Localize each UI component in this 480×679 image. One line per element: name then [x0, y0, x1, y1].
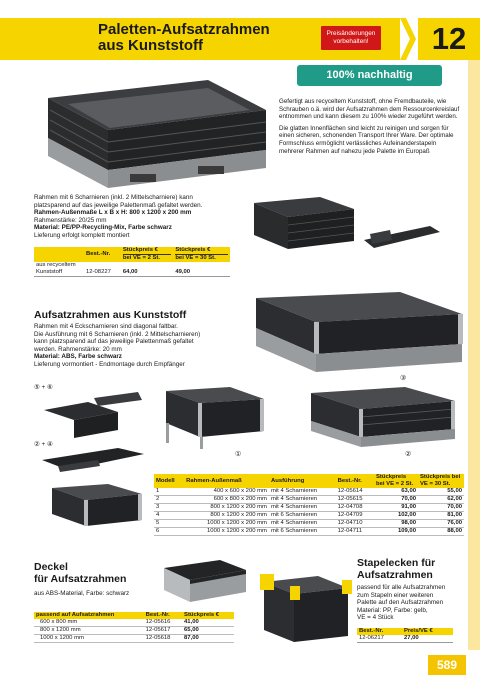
table-body [34, 619, 234, 643]
table-row [154, 488, 464, 496]
table-row [34, 627, 234, 635]
col-header: passend auf Aufsatzrahmen [36, 612, 115, 618]
col-header-line: Stückpreis € [122, 247, 158, 253]
table-header [34, 612, 234, 619]
stacking-corner-photo [258, 572, 353, 650]
table-header [357, 628, 453, 635]
table-cell: 400 x 600 x 200 mm [213, 488, 267, 494]
table-cell: 800 x 1200 mm [40, 627, 81, 633]
spec-line: Material: PP, Farbe: gelb, [357, 606, 428, 614]
table-row [154, 496, 464, 504]
spec-line: kann platzsparend auf das jeweilige Palettenmaß gefaltet [34, 338, 194, 345]
col-header: Stückpreis bei VE = 30 St. [420, 474, 461, 487]
page-title [98, 22, 270, 54]
col-header: Best.-Nr. [337, 477, 362, 484]
col-header: Best.-Nr. [86, 251, 111, 257]
folding-step-photo [38, 390, 148, 440]
callout-2: ② [405, 451, 412, 458]
table-row [154, 504, 464, 512]
title-line: für Aufsatzrahmen [34, 573, 127, 585]
table-cell: 81,00 [447, 512, 462, 518]
spec-line: Rahmenstärke: 20/25 mm [34, 216, 107, 224]
table-cell: 1000 x 1200 x 200 mm [207, 528, 267, 534]
section-title-deckel [34, 561, 126, 585]
col-header: Preis/VE € [403, 628, 433, 634]
col-header [121, 247, 173, 262]
table-cell: 5 [156, 520, 160, 526]
col-header: Ausführung [270, 477, 305, 484]
row-label: Kunststoff [36, 269, 63, 275]
table-cell: 12-04709 [337, 512, 363, 518]
chapter-number: 12 [418, 18, 480, 60]
table-body [154, 488, 464, 536]
callout-3: ③ [400, 375, 407, 382]
section-title-stapel [357, 557, 435, 581]
callout-1: ① [235, 451, 242, 458]
table-header [34, 247, 230, 262]
col-header-line: bei VE = 30 St. [175, 254, 228, 262]
table-cell: 12-04710 [337, 520, 363, 526]
row-label: aus recyceltem [36, 262, 76, 268]
table-row [154, 520, 464, 528]
table-cell: 800 x 1200 x 200 mm [210, 504, 267, 510]
abs-frame-assembled-photo [48, 480, 148, 532]
spec-delivery: Lieferung vormontiert - Endmontage durch Empfänger [34, 360, 185, 368]
price-notice-badge [321, 26, 381, 50]
folded-flat-photo [38, 446, 148, 474]
spec-line: Palette auf den Aufsatzrahmen [357, 599, 444, 606]
table-cell: 12-06217 [359, 635, 384, 641]
table-cell: 12-05614 [337, 488, 363, 494]
abs-specs [34, 323, 249, 368]
table-cell: 63,00 [401, 488, 416, 494]
side-strip [468, 60, 480, 650]
table-cell: mit 4 Scharnieren [270, 496, 318, 502]
spec-material: Material: PE/PP-Recycling-Mix, Farbe schwarz [34, 224, 172, 231]
intro-description [279, 98, 461, 159]
col-header: Best.-Nr. [359, 628, 384, 634]
table-cell: 6 [156, 528, 160, 534]
sustainability-badge: 100% nachhaltig [297, 65, 442, 86]
callout-2-4: ② + ④ [34, 441, 53, 448]
page-title-line1: Paletten-Aufsatzrahmen [98, 21, 270, 38]
table-cell: 41,00 [184, 619, 199, 625]
table-cell: 1 [156, 488, 160, 494]
col-header: Stückpreis bei VE = 2 St. [376, 474, 414, 487]
table-row [154, 512, 464, 520]
chevron-right-icon [400, 18, 416, 60]
table-row [357, 635, 453, 643]
table-cell: 70,00 [447, 504, 462, 510]
col-header: Rahmen-Außenmaß [186, 477, 242, 484]
table-row [154, 528, 464, 536]
table-cell: mit 6 Scharnieren [270, 528, 318, 534]
col-header: Stückpreis € [184, 612, 220, 618]
table-cell [34, 262, 84, 277]
table-row [34, 619, 234, 627]
table-cell: 2 [156, 496, 160, 502]
table-cell: 4 [156, 512, 160, 518]
spec-material: Material: ABS, Farbe schwarz [34, 353, 122, 360]
table-cell: 102,00 [397, 512, 416, 518]
spec-line: Die Ausführung mit 6 Scharnieren (inkl. 2 Mittelscharnieren) [34, 330, 201, 338]
table-cell: 12-05615 [337, 496, 363, 502]
table-cell: 87,00 [184, 635, 199, 641]
col-header: Best.-Nr. [145, 612, 170, 618]
stacked-frames-photo [250, 193, 360, 253]
table-cell: 3 [156, 504, 160, 510]
callout-5-6: ⑤ + ⑥ [34, 384, 53, 391]
table-cell: mit 6 Scharnieren [270, 512, 318, 518]
deckel-subtitle: aus ABS-Material, Farbe: schwarz [34, 590, 130, 597]
table-cell: 98,00 [401, 520, 416, 526]
col-header: Modell [156, 477, 175, 484]
spec-line: passend für alle Aufsatzrahmen [357, 584, 446, 591]
intro-paragraph-1: Gefertigt aus recyceltem Kunststoff, ohne Fremdbauteile, wie Schrauben o.ä. wird der Aufsatzrahmen dem Ressourcenkreislauf entnommen und kann diesem zu 100% wieder zugeführt werden. [279, 98, 460, 121]
stacking-corner-table [357, 628, 453, 643]
abs-model-table [154, 474, 464, 536]
col-header-line: bei VE = 2 St. [123, 254, 171, 262]
abs-frame-model2-photo [305, 385, 460, 450]
table-cell: 64,00 [122, 269, 138, 275]
table-cell: 55,00 [447, 488, 462, 494]
table-header [154, 474, 464, 488]
table-cell: 62,00 [447, 496, 462, 502]
lid-price-table [34, 612, 234, 643]
recycled-price-table [34, 247, 230, 277]
page-number: 589 [428, 655, 466, 675]
spec-line: Rahmen mit 6 Scharnieren (inkl. 2 Mittelscharniere) kann [34, 194, 193, 201]
table-row [34, 262, 230, 277]
section-title-abs: Aufsatzrahmen aus Kunststoff [34, 309, 187, 321]
table-cell: mit 4 Scharnieren [270, 488, 318, 494]
spec-delivery: Lieferung erfolgt komplett montiert [34, 231, 130, 239]
table-cell: mit 4 Scharnieren [270, 520, 318, 526]
badge-line2: vorbehalten! [333, 38, 369, 45]
title-line: Stapelecken für [357, 557, 436, 569]
intro-paragraph-2: Die glatten Innenflächen sind leicht zu reinigen und sorgen für einen sicheren, schonenden Transport Ihrer Ware. Der optimale Formschluss ermöglicht verlässliches Aufeinanderstapeln mehrerer Rahmen auf nahezu jede Palette im Europaß [279, 124, 454, 155]
table-cell: 12-05616 [145, 619, 171, 625]
table-cell: 70,00 [401, 496, 416, 502]
table-cell: 65,00 [184, 627, 199, 633]
page-title-line2: aus Kunststoff [98, 37, 203, 54]
table-row [34, 635, 234, 643]
spec-line: VE = 4 Stück [357, 614, 394, 621]
spec-line: zum Stapeln einer weiteren [357, 591, 434, 599]
table-cell: 12-04708 [337, 504, 363, 510]
table-cell: 12-05617 [145, 627, 171, 633]
table-cell: 109,00 [397, 528, 416, 534]
table-cell: 27,00 [403, 635, 419, 641]
table-cell: 1000 x 1200 mm [40, 635, 84, 641]
recycled-specs [34, 194, 274, 239]
spec-dimensions: Rahmen-Außenmaße L x B x H: 800 x 1200 x 200 mm [34, 209, 192, 216]
stapel-specs [357, 584, 465, 622]
badge-line1: Preisänderungen [326, 30, 376, 37]
abs-frame-model1-photo [160, 385, 270, 450]
table-cell: 91,00 [401, 504, 416, 510]
spec-line: werden. Rahmenstärke: 20 mm [34, 345, 122, 353]
table-cell: 800 x 1200 x 200 mm [210, 512, 267, 518]
table-cell: 12-08227 [86, 269, 111, 275]
table-cell: mit 4 Scharnieren [270, 504, 318, 510]
table-cell: 600 x 800 mm [40, 619, 78, 625]
recycled-frame-photo [38, 70, 268, 190]
title-line: Deckel [34, 561, 68, 573]
spec-line: platzsparend auf das jeweilige Palettenmaß gefaltet werden. [34, 201, 203, 209]
col-header [173, 247, 230, 262]
table-cell: 49,00 [175, 269, 191, 275]
table-cell: 12-04711 [337, 528, 363, 534]
spec-line: Rahmen mit 4 Eckscharnieren sind diagonal faltbar. [34, 323, 178, 330]
folded-frame-photo [360, 222, 445, 252]
title-line: Aufsatzrahmen [357, 569, 433, 581]
col-header-line: Stückpreis € [175, 247, 211, 253]
table-cell: 600 x 800 x 200 mm [213, 496, 267, 502]
lid-photo [160, 558, 250, 608]
table-cell: 76,00 [447, 520, 462, 526]
table-cell: 12-05618 [145, 635, 171, 641]
table-cell: 1000 x 1200 x 200 mm [207, 520, 267, 526]
table-cell: 88,00 [447, 528, 462, 534]
abs-frame-large-photo [250, 288, 465, 378]
